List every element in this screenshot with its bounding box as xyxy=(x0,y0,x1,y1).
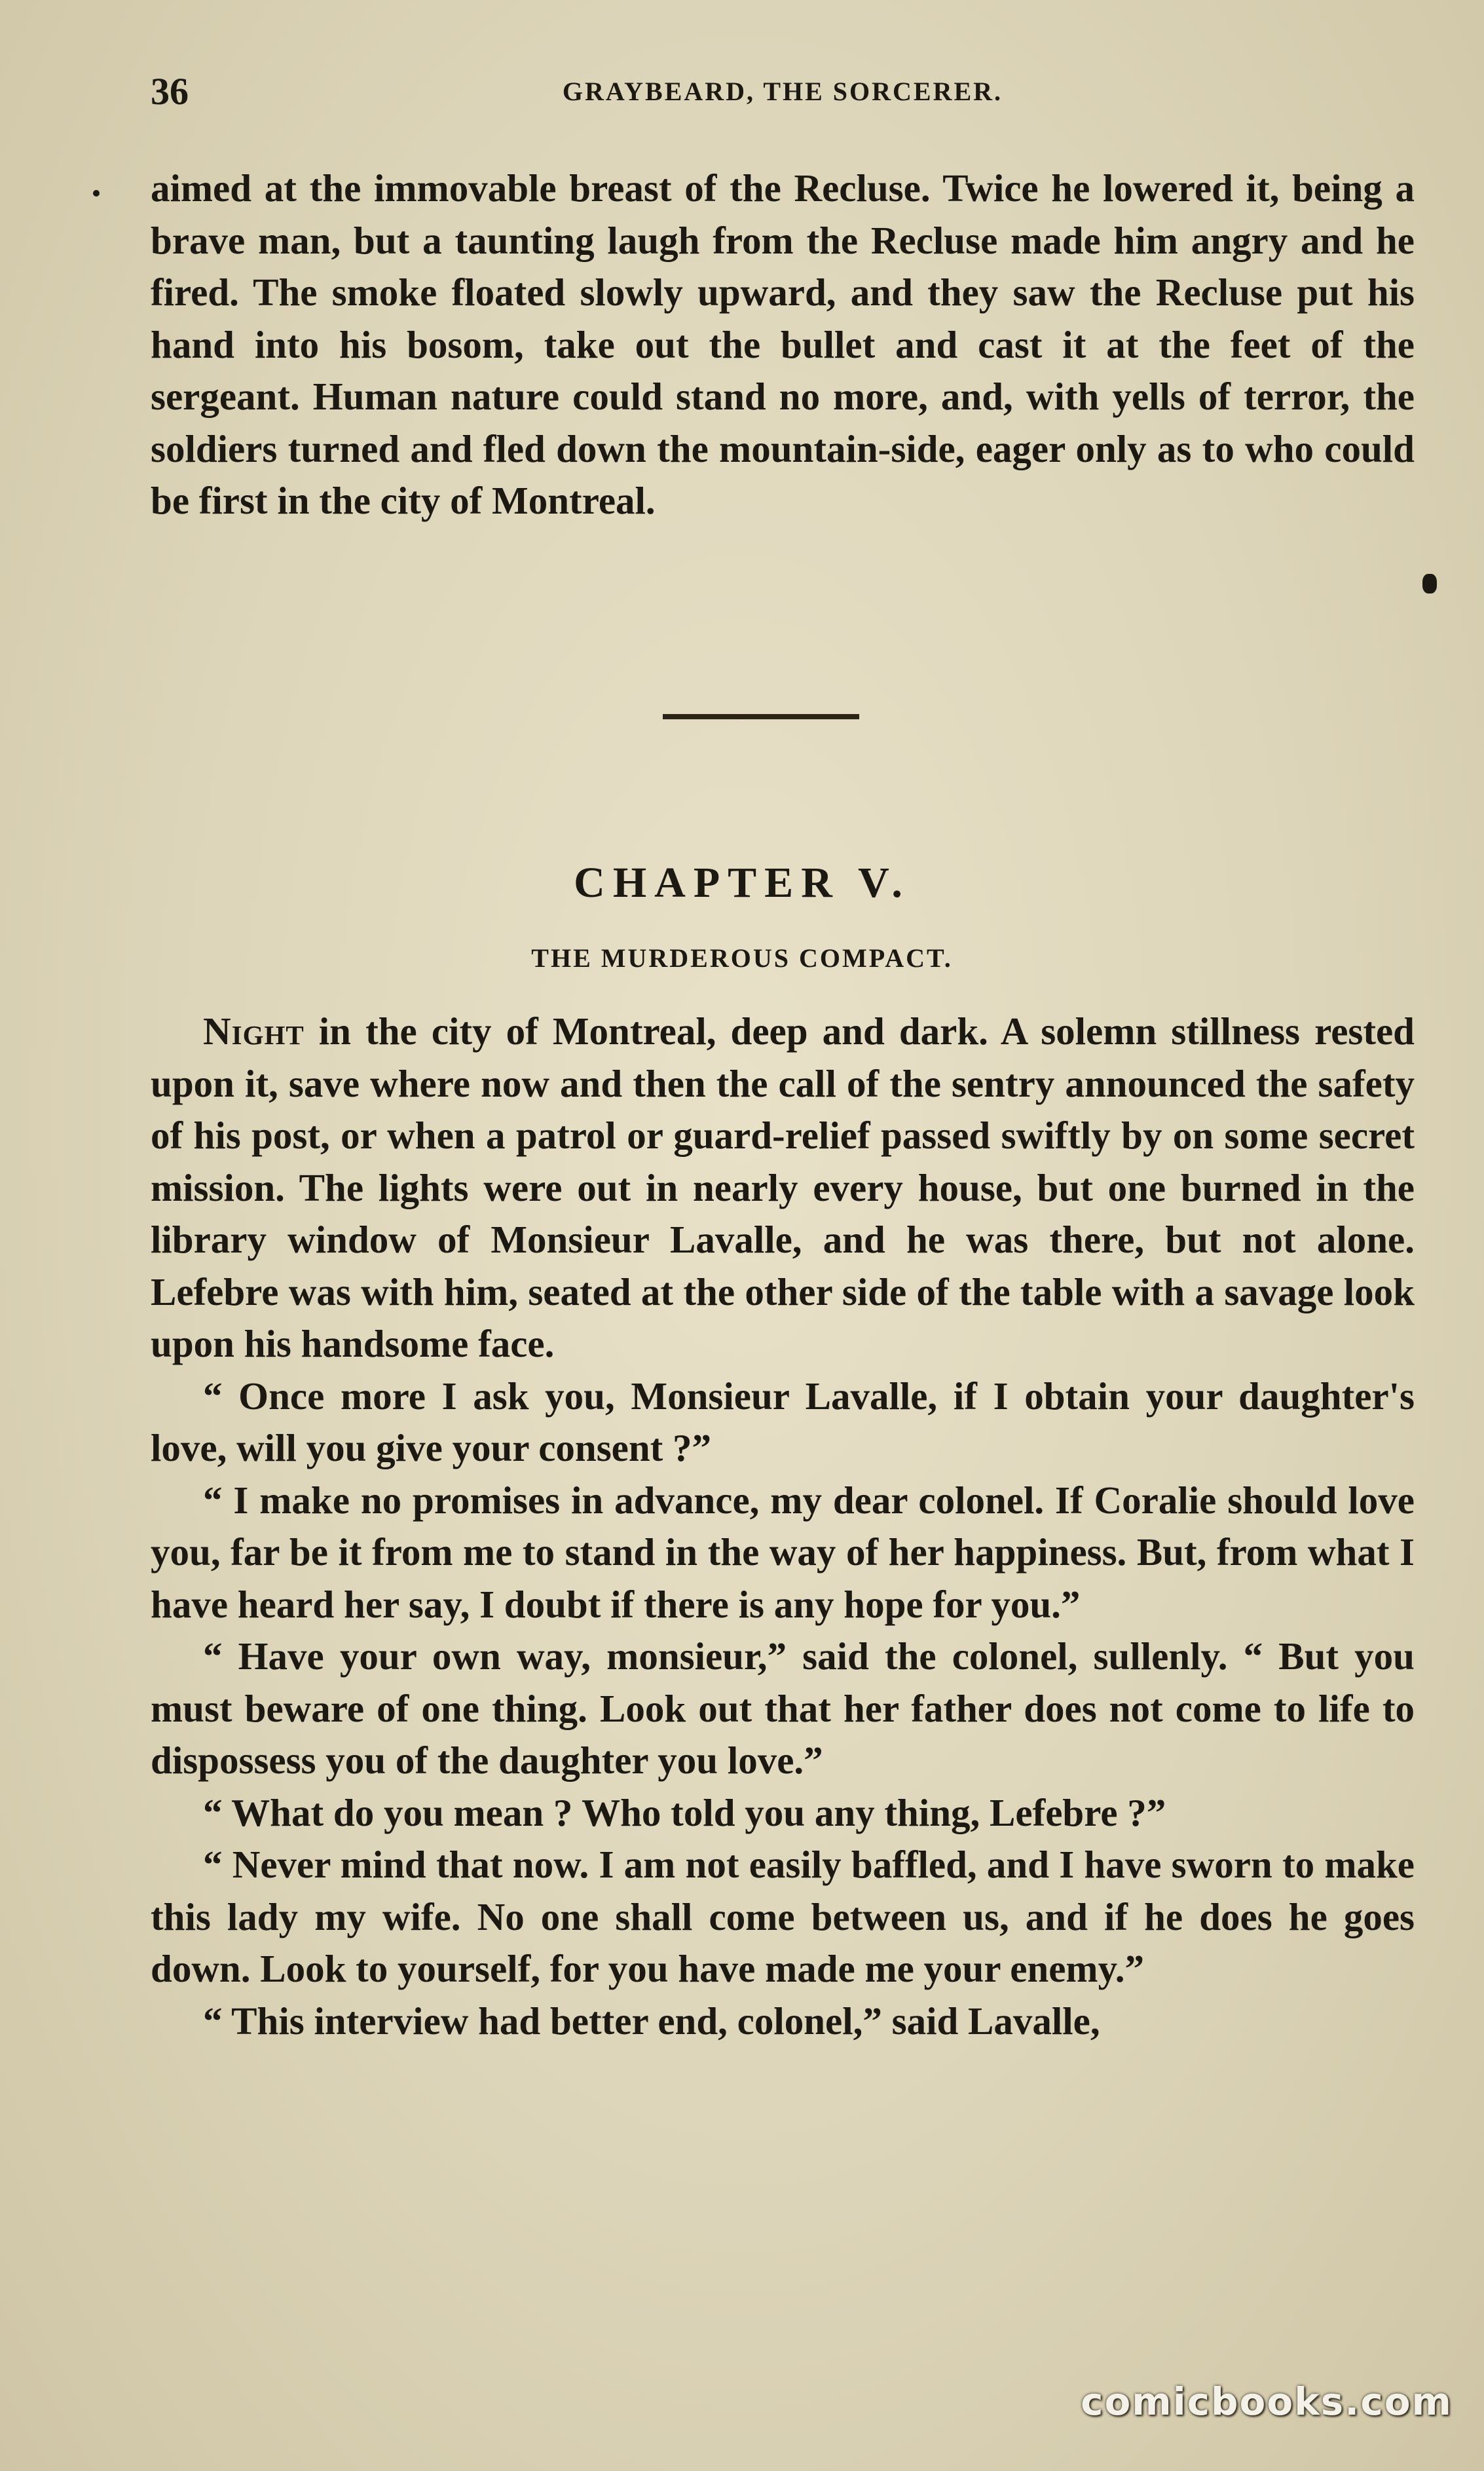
paragraph: aimed at the immovable breast of the Recluse. Twice he lowered it, being a brave man, but a taunting laugh from the Recluse made him angry and he fired. The smoke floated slowly upward, and they saw the Recluse put his hand into his bosom, take out the bullet and cast it at the feet of the sergeant. Human nature could stand no more, and, with yells of terror, the soldiers turned and fled down the mountain-side, eager only as to who could be first in the city of Montreal. xyxy=(151,166,1415,522)
chapter-subtitle: THE MURDEROUS COMPACT. xyxy=(531,943,953,973)
section-divider xyxy=(663,714,859,719)
page-number: 36 xyxy=(151,70,189,113)
paragraph: “ What do you mean ? Who told you any thing, Lefebre ?” xyxy=(203,1790,1166,1834)
running-title: GRAYBEARD, THE SORCERER. xyxy=(562,77,1003,106)
paragraph: “ Never mind that now. I am not easily baffled, and I have sworn to make this lady my wife. No one shall come between us, and if he does he goes down. Look to yourself, for you have made me your enemy.” xyxy=(151,1843,1415,1990)
margin-dot xyxy=(93,190,100,197)
opening-word: Night xyxy=(203,1009,305,1053)
paragraph: “ Once more I ask you, Monsieur Lavalle, if I obtain your daughter's love, will you give your consent ?” xyxy=(151,1374,1415,1469)
chapter-title: CHAPTER V. xyxy=(574,859,910,907)
chapter-body xyxy=(151,1006,1415,2047)
margin-mark xyxy=(1422,574,1437,594)
opening-text: in the city of Montreal, deep and dark. A solemn stillness rested upon it, save where now and then the call of the sentry announced the safety of his post, or when a patrol or guard-relief passed swiftly by on some secret mission. The lights were out in nearly every house, but one burned in the library window of Monsieur Lavalle, and he was there, but not alone. Lefebre was with him, seated at the other side of the table with a savage look upon his handsome face. xyxy=(151,1009,1415,1365)
paragraph xyxy=(151,1006,1415,1370)
paragraph: “ This interview had better end, colonel,” said Lavalle, xyxy=(203,1999,1100,2043)
paragraph: “ I make no promises in advance, my dear colonel. If Coralie should love you, far be it from me to stand in the way of her happiness. But, from what I have heard her say, I doubt if there is any hope for you.” xyxy=(151,1478,1415,1626)
paragraph: “ Have your own way, monsieur,” said the colonel, sullenly. “ But you must beware of one thing. Look out that her father does not come to life to dispossess you of the daughter you love.” xyxy=(151,1634,1415,1782)
page-header xyxy=(151,66,1415,118)
watermark: comicbooks.com xyxy=(1081,2379,1453,2424)
continued-paragraph-block xyxy=(151,162,1415,527)
